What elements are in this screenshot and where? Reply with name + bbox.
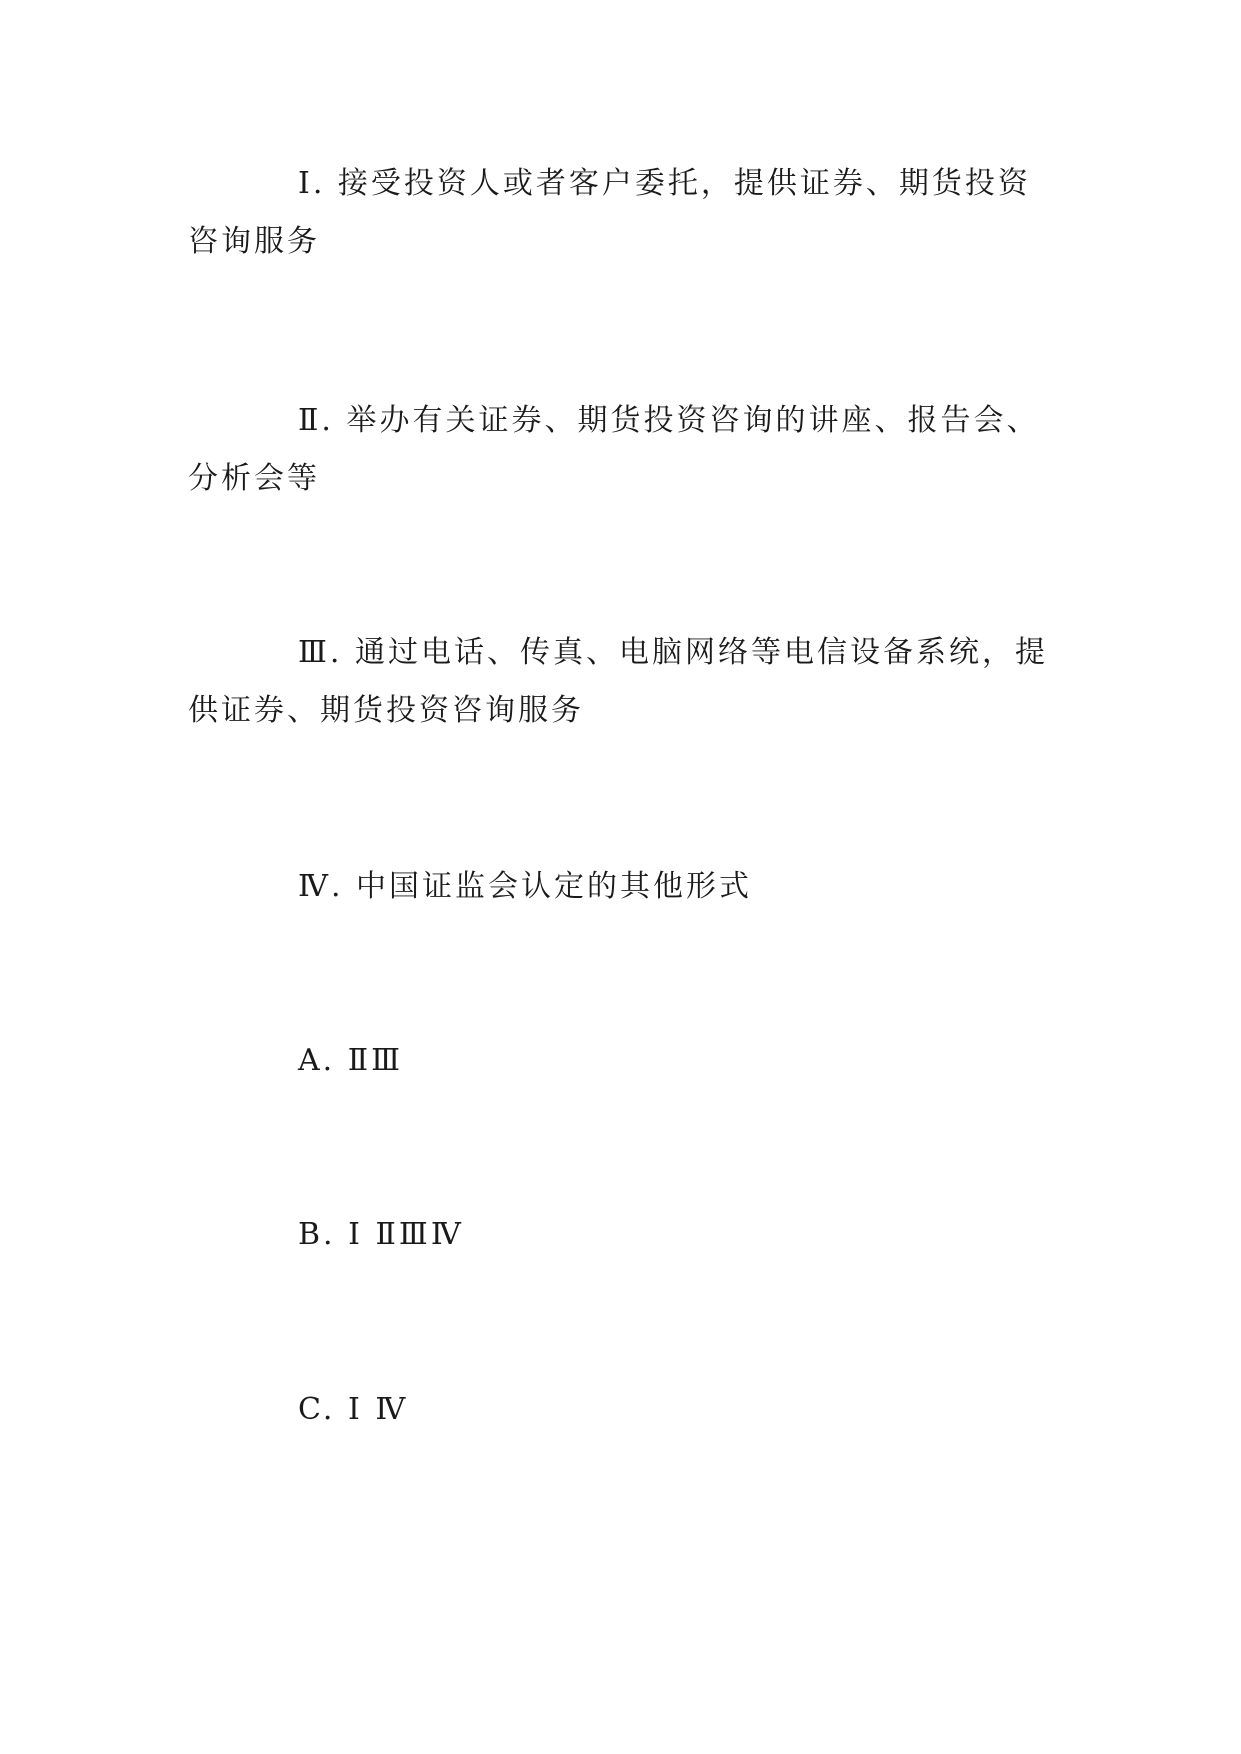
option-b: B. Ⅰ ⅡⅢⅣ <box>298 1217 464 1252</box>
statement-1: Ⅰ. 接受投资人或者客户委托，提供证券、期货投资咨询服务 <box>188 166 1031 259</box>
statement-2: Ⅱ. 举办有关证券、期货投资咨询的讲座、报告会、分析会等 <box>188 403 1040 496</box>
statement-4: Ⅳ. 中国证监会认定的其他形式 <box>298 869 753 904</box>
option-c: C. Ⅰ Ⅳ <box>298 1392 409 1427</box>
option-a: A. ⅡⅢ <box>298 1043 404 1078</box>
statement-3: Ⅲ. 通过电话、传真、电脑网络等电信设备系统，提供证券、期货投资咨询服务 <box>188 635 1049 728</box>
